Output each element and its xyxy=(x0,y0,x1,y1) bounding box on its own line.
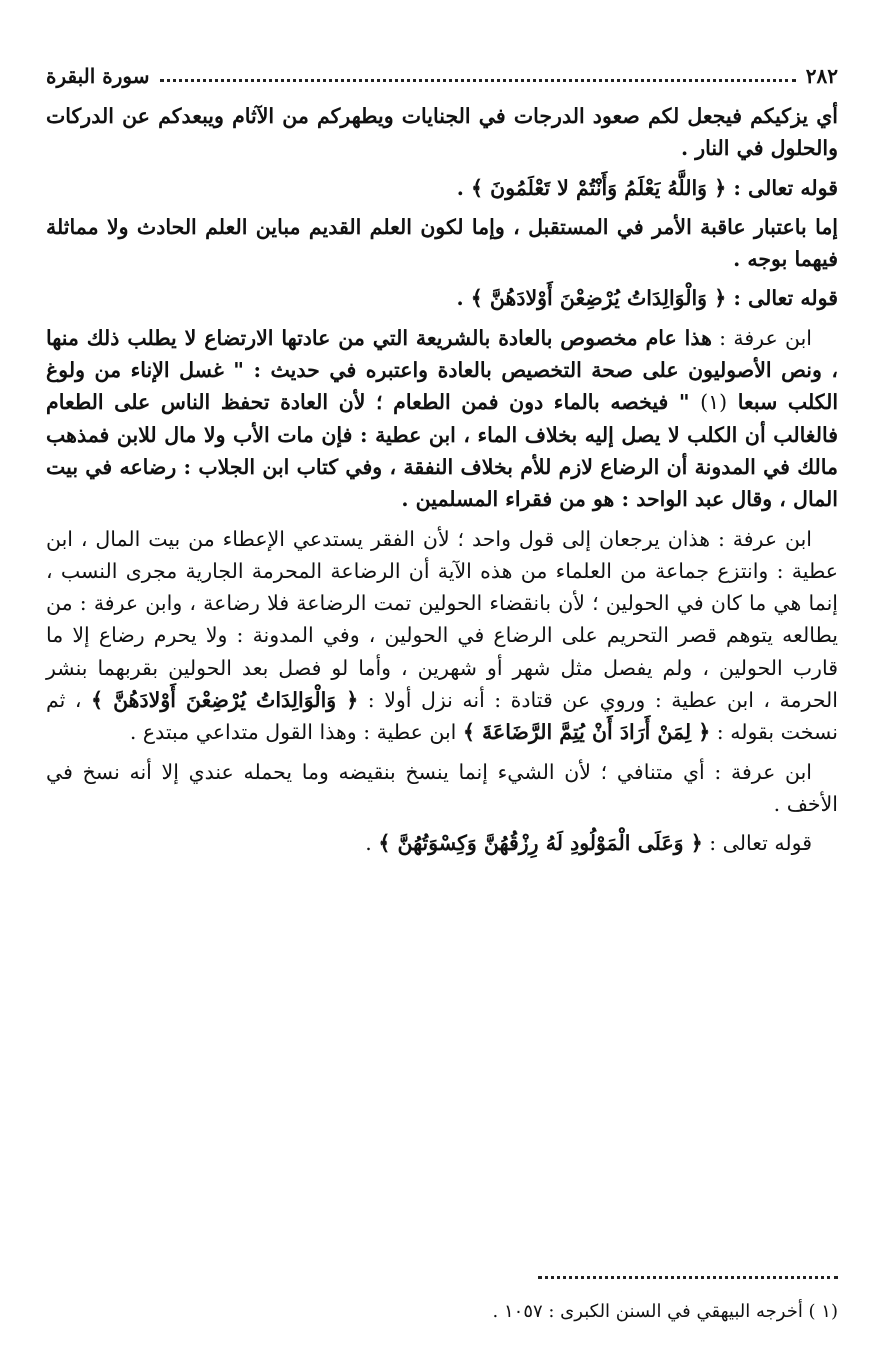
text-segment: إما باعتبار عاقبة الأمر في المستقبل ، وإما لكون العلم القديم مباين العلم الحادث ولا مماثلة فيهما بوجه . xyxy=(46,214,838,272)
paragraph xyxy=(46,756,838,821)
text-segment: . xyxy=(456,286,471,311)
paragraph xyxy=(46,282,838,314)
paragraph xyxy=(46,172,838,204)
quran-verse: ﴿ وَاللَّهُ يَعْلَمُ وَأَنْتُمْ لا تَعْلَمُونَ ﴾ xyxy=(471,175,727,200)
page-header xyxy=(46,58,838,94)
paragraph xyxy=(46,100,838,165)
quran-verse: ﴿ وَالْوَالِدَاتُ يُرْضِعْنَ أَوْلادَهُنَّ ﴾ xyxy=(90,688,359,713)
footnotes xyxy=(46,1276,838,1322)
text-segment: قوله تعالى : xyxy=(726,286,838,311)
paragraph xyxy=(46,523,838,749)
text-segment: . xyxy=(456,175,472,200)
page-body xyxy=(46,100,838,860)
text-segment: قوله تعالى : xyxy=(726,175,838,200)
quran-verse: ﴿ وَعَلَى الْمَوْلُودِ لَهُ رِزْقُهُنَّ وَكِسْوَتُهُنَّ ﴾ xyxy=(378,831,703,856)
text-segment: ابن عطية : وهذا القول متداعي مبتدع . xyxy=(129,720,463,745)
text-segment: ، ثم نسخت بقوله : xyxy=(46,688,838,745)
text-segment: ابن عرفة : هذان يرجعان إلى قول واحد ؛ لأن الفقر يستدعي الإعطاء من بيت المال ، ابن عطية : وانتزع جماعة من العلماء من هذه الآية أن الرضاعة المحرمة الجارية مجرى النسب ، إنما هي ما كان في الحولين ؛ لأن بانقضاء الحولين تمت الرضاعة فلا رضاعة ، وابن عرفة : من يطالعه يتوهم قصر التحريم على الرضاع في الحولين ، وفي المدونة : ولا يحرم رضاع إلا ما قارب الحولين ، ولم يفصل مثل شهر أو شهرين ، وأما لو فصل بعد الحولين بقربهما بنشر الحرمة ، ابن عطية : وروي عن قتادة : أنه نزل أولا : xyxy=(46,526,839,713)
book-page xyxy=(46,58,838,1348)
quran-verse: ﴿ لِمَنْ أَرَادَ أَنْ يُتِمَّ الرَّضَاعَةَ ﴾ xyxy=(462,720,711,745)
text-segment: هذا عام مخصوص بالعادة بالشريعة التي من عادتها الارتضاع لا يطلب ذلك منها ، ونص الأصوليون على صحة التخصيص بالعادة واعتبره في حديث : " غسل الإناء من ولوغ الكلب سبعا xyxy=(46,325,839,415)
paragraph xyxy=(46,211,838,276)
paragraph xyxy=(46,322,838,516)
text-segment: ابن عرفة : xyxy=(711,325,812,350)
page-number: ٢٨٢ xyxy=(805,64,838,88)
text-segment: " فيخصه بالماء دون فمن الطعام ؛ لأن العادة تحفظ الناس على الطعام فالغالب أن الكلب لا يصل إليه بخلاف الماء ، ابن عطية : فإن مات الأب ولا مال للابن فمذهب مالك في المدونة أن الرضاع لازم للأم بخلاف النفقة ، وفي كتاب ابن الجلاب : رضاعه في بيت المال ، وقال عبد الواحد : هو من فقراء المسلمين . xyxy=(46,390,838,512)
footnote-separator xyxy=(538,1276,838,1279)
footnote: (١ ) أخرجه البيهقي في السنن الكبرى : ١٠٥٧ . xyxy=(492,1301,838,1322)
text-segment: أي يزكيكم فيجعل لكم صعود الدرجات في الجنايات ويطهركم من الآثام ويبعدكم عن الدركات والحلول في النار . xyxy=(46,104,838,161)
text-segment: قوله تعالى : xyxy=(702,831,812,856)
surah-title: سورة البقرة xyxy=(46,64,150,88)
text-segment: ابن عرفة : أي متنافي ؛ لأن الشيء إنما ينسخ بنقيضه وما يحمله عندي إلا أنه نسخ في الأخف . xyxy=(46,759,838,816)
quran-verse: ﴿ وَالْوَالِدَاتُ يُرْضِعْنَ أَوْلادَهُنَّ ﴾ xyxy=(470,286,727,311)
text-segment: (١) xyxy=(700,390,728,415)
header-dotted-rule xyxy=(160,79,796,82)
text-segment: . xyxy=(365,831,379,856)
paragraph xyxy=(46,827,838,859)
